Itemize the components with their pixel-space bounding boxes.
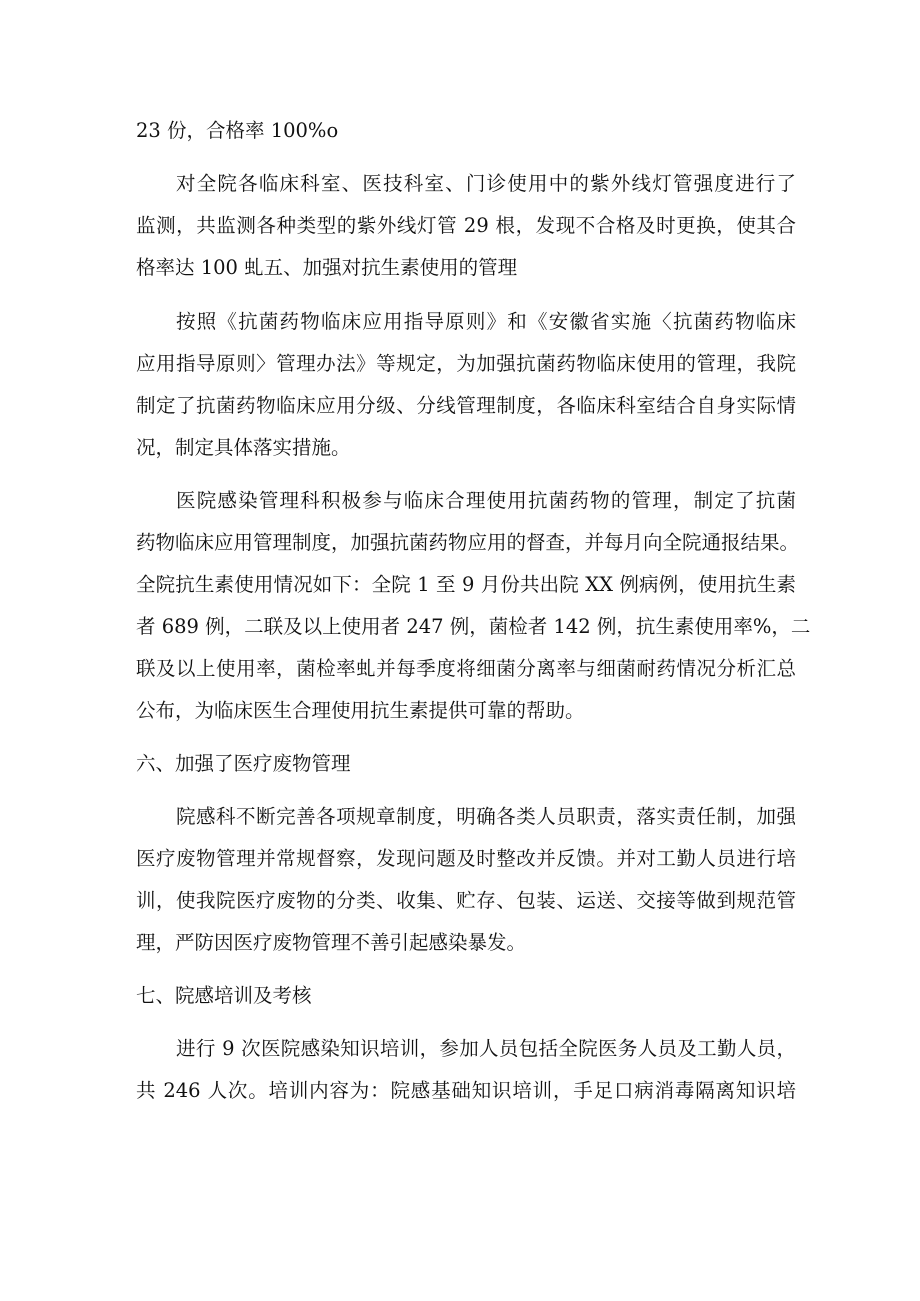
text-line: 23 份，合格率 100%o — [136, 119, 339, 142]
text-line: 制定了抗菌药物临床应用分级、分线管理制度，各临床科室结合自身实际情 — [136, 394, 796, 417]
text-line: 训，使我院医疗废物的分类、收集、贮存、包装、运送、交接等做到规范管 — [136, 889, 796, 912]
section-heading: 七、院感培训及考核 — [136, 984, 312, 1007]
text-line: 医疗废物管理并常规督察，发现问题及时整改并反馈。并对工勤人员进行培 — [136, 847, 796, 870]
text-line: 况，制定具体落实措施。 — [136, 436, 351, 459]
paragraph-first-line: 对全院各临床科室、医技科室、门诊使用中的紫外线灯管强度进行了 — [176, 172, 796, 195]
text-line: 理，严防因医疗废物管理不善引起感染暴发。 — [136, 931, 527, 954]
paragraph-first-line: 进行 9 次医院感染知识培训，参加人员包括全院医务人员及工勤人员， — [176, 1037, 796, 1060]
text-line: 者 689 例，二联及以上使用者 247 例，菌检者 142 例，抗生素使用率%，二 — [136, 615, 811, 638]
text-line: 药物临床应用管理制度，加强抗菌药物应用的督查，并每月向全院通报结果。 — [136, 531, 800, 554]
text-line: 公布，为临床医生合理使用抗生素提供可靠的帮助。 — [136, 699, 585, 722]
text-line: 格率达 100 虬五、加强对抗生素使用的管理 — [136, 256, 518, 279]
text-line: 联及以上使用率，菌检率虬并每季度将细菌分离率与细菌耐药情况分析汇总 — [136, 657, 796, 680]
paragraph-first-line: 院感科不断完善各项规章制度，明确各类人员职责，落实责任制，加强 — [176, 805, 796, 828]
paragraph-first-line: 医院感染管理科积极参与临床合理使用抗菌药物的管理，制定了抗菌 — [176, 489, 796, 512]
text-line: 应用指导原则〉管理办法》等规定，为加强抗菌药物临床使用的管理，我院 — [136, 352, 796, 375]
text-line: 共 246 人次。培训内容为：院感基础知识培训，手足口病消毒隔离知识培 — [136, 1079, 796, 1102]
section-heading: 六、加强了医疗废物管理 — [136, 752, 351, 775]
paragraph-first-line: 按照《抗菌药物临床应用指导原则》和《安徽省实施〈抗菌药物临床 — [176, 310, 796, 333]
text-line: 全院抗生素使用情况如下：全院 1 至 9 月份共出院 XX 例病例，使用抗生素 — [136, 573, 796, 596]
text-line: 监测，共监测各种类型的紫外线灯管 29 根，发现不合格及时更换，使其合 — [136, 214, 796, 237]
